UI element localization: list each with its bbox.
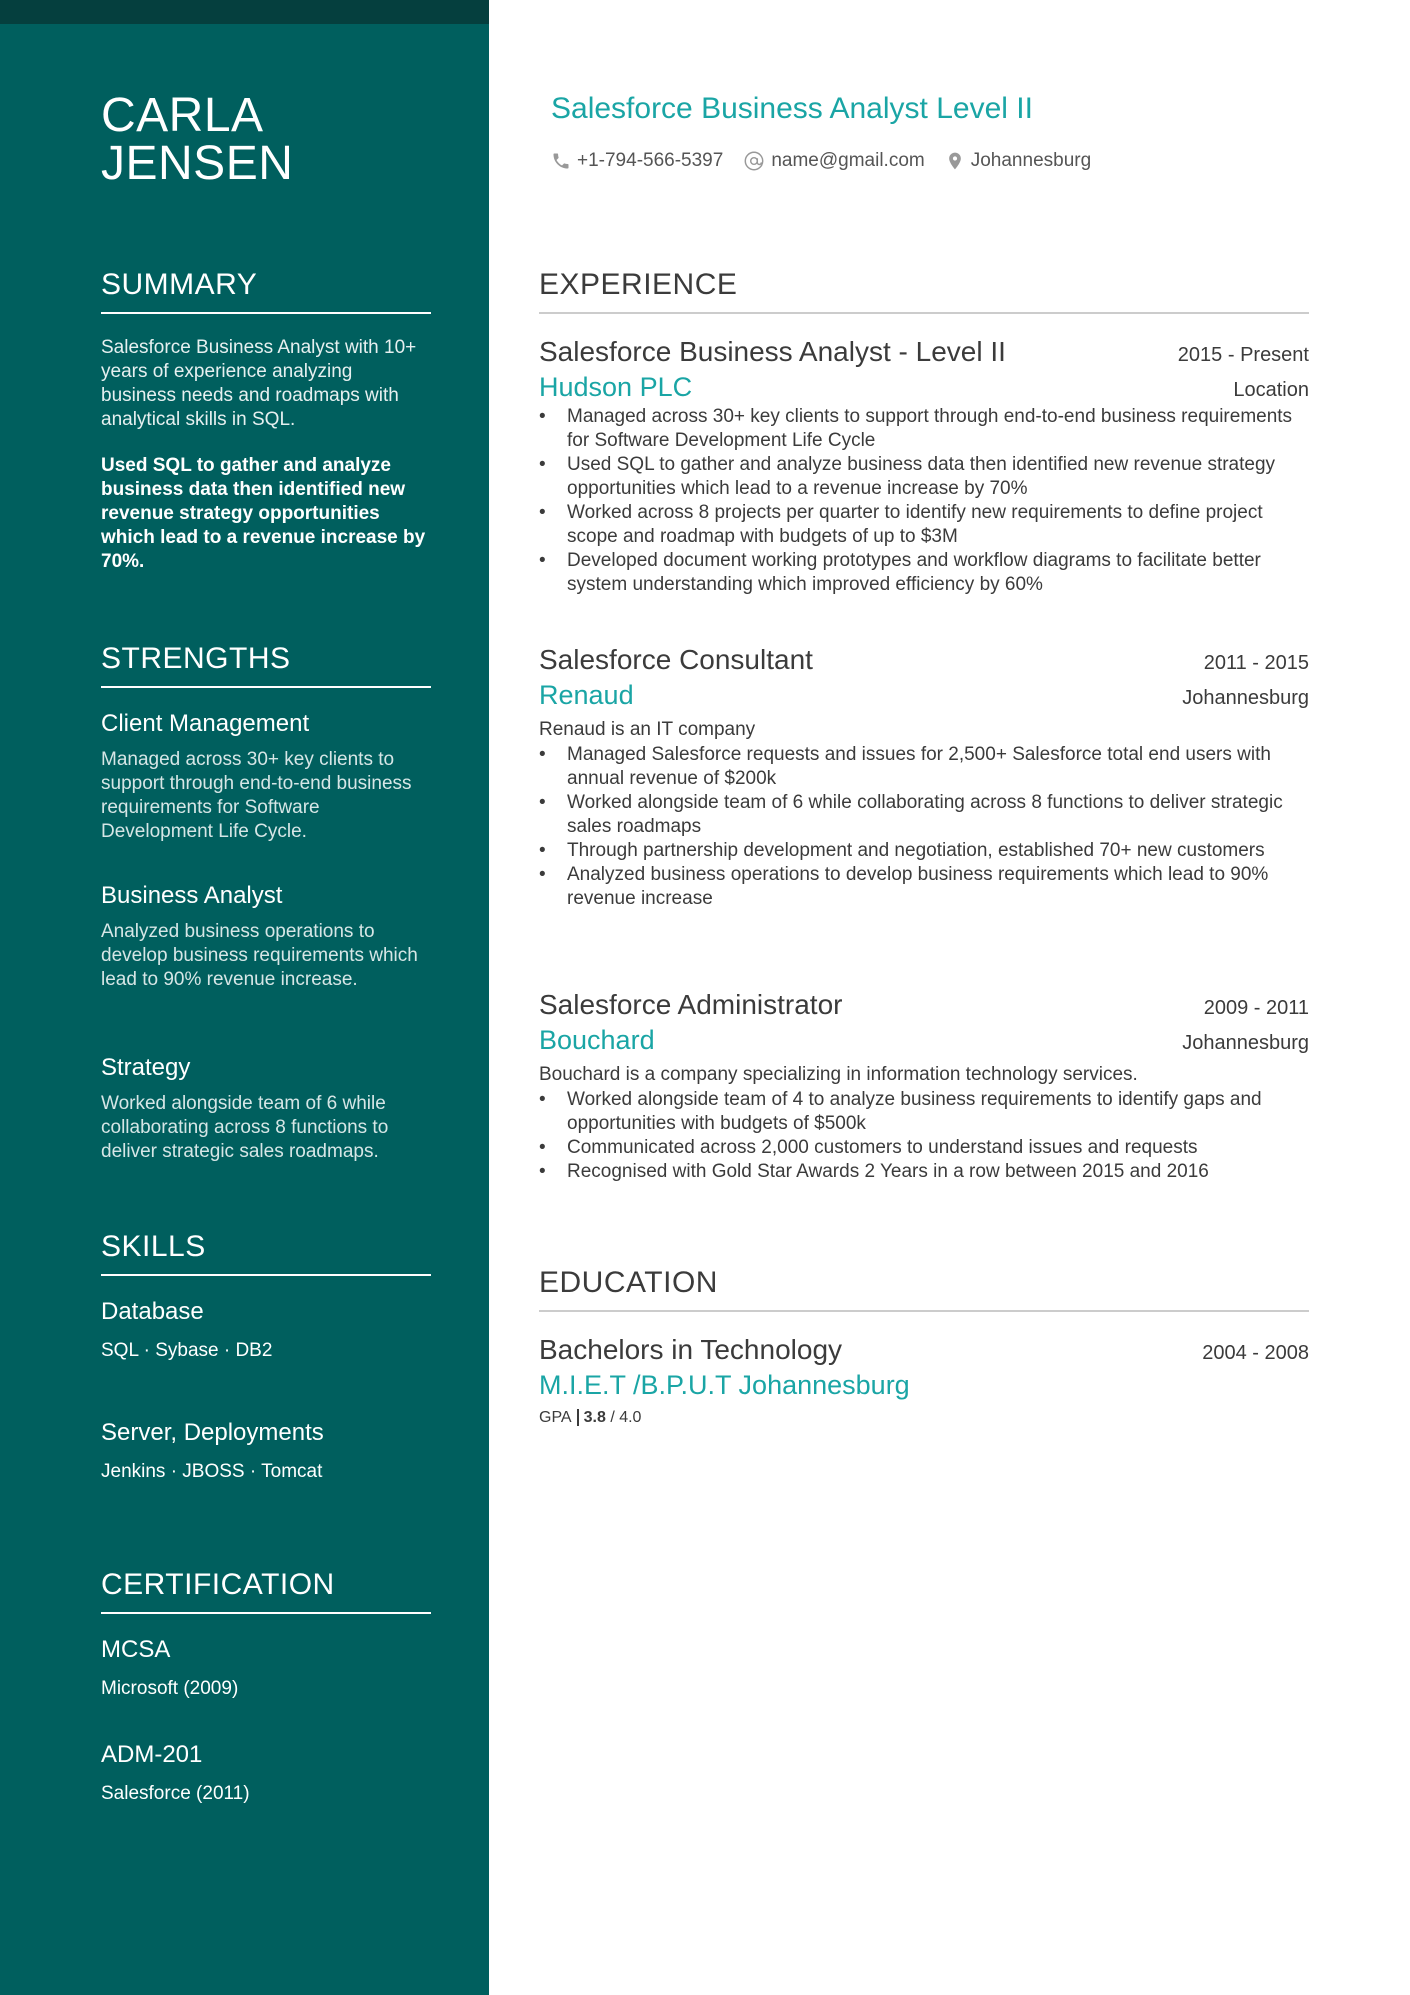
gpa-label: GPA	[539, 1409, 572, 1426]
contact-location	[945, 150, 1091, 172]
contact-phone	[551, 150, 723, 172]
job-bullets	[539, 743, 1309, 911]
certification-heading: CERTIFICATION	[101, 1568, 431, 1614]
skill-group	[101, 1419, 431, 1483]
certification-issuer: Salesforce (2011)	[101, 1783, 250, 1804]
certification-section	[101, 1568, 431, 1614]
strength-title: Client Management	[101, 710, 310, 737]
certification-name: ADM-201	[101, 1741, 203, 1768]
gpa	[539, 1409, 1309, 1427]
phone-icon	[551, 151, 571, 171]
job-title: Salesforce Administrator	[539, 989, 843, 1020]
skill-group-title: Server, Deployments	[101, 1419, 324, 1446]
bullet-item: • Recognised with Gold Star Awards 2 Years in a row between 2015 and 2016	[567, 1160, 1309, 1184]
last-name: JENSEN	[101, 137, 294, 190]
job-dates: 2009 - 2011	[1203, 997, 1309, 1019]
skills-heading: SKILLS	[101, 1230, 431, 1276]
at-icon	[743, 150, 765, 172]
strength-item	[101, 882, 431, 992]
education-heading: EDUCATION	[539, 1266, 1309, 1312]
skill-list: SQL · Sybase · DB2	[101, 1340, 273, 1361]
bullet-item: • Worked alongside team of 4 to analyze business requirements to identify gaps and opportunities with budgets of $500k	[567, 1088, 1309, 1136]
job-location: Location	[1233, 379, 1309, 401]
summary-section	[101, 268, 431, 574]
sidebar	[0, 0, 489, 1995]
job-dates: 2015 - Present	[1177, 344, 1309, 366]
experience-item	[539, 336, 1309, 597]
job-bullets	[539, 405, 1309, 597]
email-value: name@gmail.com	[771, 150, 925, 171]
strength-desc: Analyzed business operations to develop business requirements which lead to 90% revenue increase.	[101, 921, 418, 990]
bullet-item: • Worked alongside team of 6 while collaborating across 8 functions to deliver strategic sales roadmaps	[567, 791, 1309, 839]
certification-item	[101, 1636, 431, 1700]
bullet-item: • Managed across 30+ key clients to support through end-to-end business requirements for Software Development Life Cycle	[567, 405, 1309, 453]
skill-group	[101, 1298, 431, 1362]
degree-title: Bachelors in Technology	[539, 1334, 843, 1365]
strength-title: Strategy	[101, 1054, 191, 1081]
education-item	[539, 1334, 1309, 1427]
skills-section	[101, 1230, 431, 1276]
location-value: Johannesburg	[970, 150, 1092, 171]
job-location: Johannesburg	[1182, 1032, 1309, 1054]
experience-item	[539, 989, 1309, 1184]
summary-highlight: Used SQL to gather and analyze business data then identified new revenue strategy opportunities which lead to a revenue increase by 70%.	[101, 455, 426, 572]
strength-title: Business Analyst	[101, 882, 283, 909]
bullet-item: • Managed Salesforce requests and issues for 2,500+ Salesforce total end users with annual revenue of $200k	[567, 743, 1309, 791]
job-location: Johannesburg	[1182, 687, 1309, 709]
job-bullets	[539, 1088, 1309, 1184]
job-title: Salesforce Business Analyst - Level II	[539, 336, 1006, 367]
company-description: Renaud is an IT company	[539, 719, 756, 740]
bullet-item: • Worked across 8 projects per quarter to identify new requirements to define project scope and roadmap with budgets of up to $3M	[567, 501, 1309, 549]
company-name: Renaud	[539, 680, 634, 710]
school-name: M.I.E.T /B.P.U.T Johannesburg	[539, 1370, 910, 1400]
certification-name: MCSA	[101, 1636, 171, 1663]
strength-item	[101, 710, 431, 844]
sidebar-top-bar	[0, 0, 489, 24]
phone-value: +1-794-566-5397	[577, 150, 724, 171]
strength-item	[101, 1054, 431, 1164]
certification-item	[101, 1741, 431, 1805]
gpa-value: 3.8	[583, 1409, 606, 1426]
company-name: Hudson PLC	[539, 372, 693, 402]
job-title: Salesforce Consultant	[539, 644, 813, 675]
bullet-item: • Developed document working prototypes and workflow diagrams to facilitate better system understanding which improved efficiency by 60%	[567, 549, 1309, 597]
first-name: CARLA	[101, 89, 264, 142]
summary-heading: SUMMARY	[101, 268, 431, 314]
strength-desc: Managed across 30+ key clients to support through end-to-end business requirements for Software Development Life Cycle.	[101, 749, 412, 842]
candidate-name	[101, 89, 294, 190]
company-name: Bouchard	[539, 1025, 655, 1055]
summary-text: Salesforce Business Analyst with 10+ years of experience analyzing business needs and roadmaps with analytical skills in SQL.	[101, 337, 417, 430]
bullet-item: • Communicated across 2,000 customers to understand issues and requests	[567, 1136, 1309, 1160]
contact-email	[743, 150, 924, 172]
skill-list: Jenkins · JBOSS · Tomcat	[101, 1461, 323, 1482]
education-dates: 2004 - 2008	[1202, 1342, 1309, 1364]
strengths-heading: STRENGTHS	[101, 642, 431, 688]
bullet-item: • Analyzed business operations to develop business requirements which lead to 90% revenue increase	[567, 863, 1309, 911]
contact-bar	[551, 150, 1111, 172]
strength-desc: Worked alongside team of 6 while collaborating across 8 functions to deliver strategic sales roadmaps.	[101, 1093, 389, 1162]
strengths-section	[101, 642, 431, 688]
certification-issuer: Microsoft (2009)	[101, 1678, 239, 1699]
location-pin-icon	[945, 150, 965, 172]
job-title-header: Salesforce Business Analyst Level II	[551, 92, 1033, 125]
company-description: Bouchard is a company specializing in information technology services.	[539, 1064, 1138, 1085]
gpa-max: / 4.0	[610, 1409, 642, 1426]
experience-heading: EXPERIENCE	[539, 268, 1309, 314]
experience-item	[539, 644, 1309, 911]
bullet-item: • Used SQL to gather and analyze business data then identified new revenue strategy opportunities which lead to a revenue increase by 70%	[567, 453, 1309, 501]
job-dates: 2011 - 2015	[1203, 652, 1309, 674]
skill-group-title: Database	[101, 1298, 204, 1325]
bullet-item: • Through partnership development and negotiation, established 70+ new customers	[567, 839, 1309, 863]
